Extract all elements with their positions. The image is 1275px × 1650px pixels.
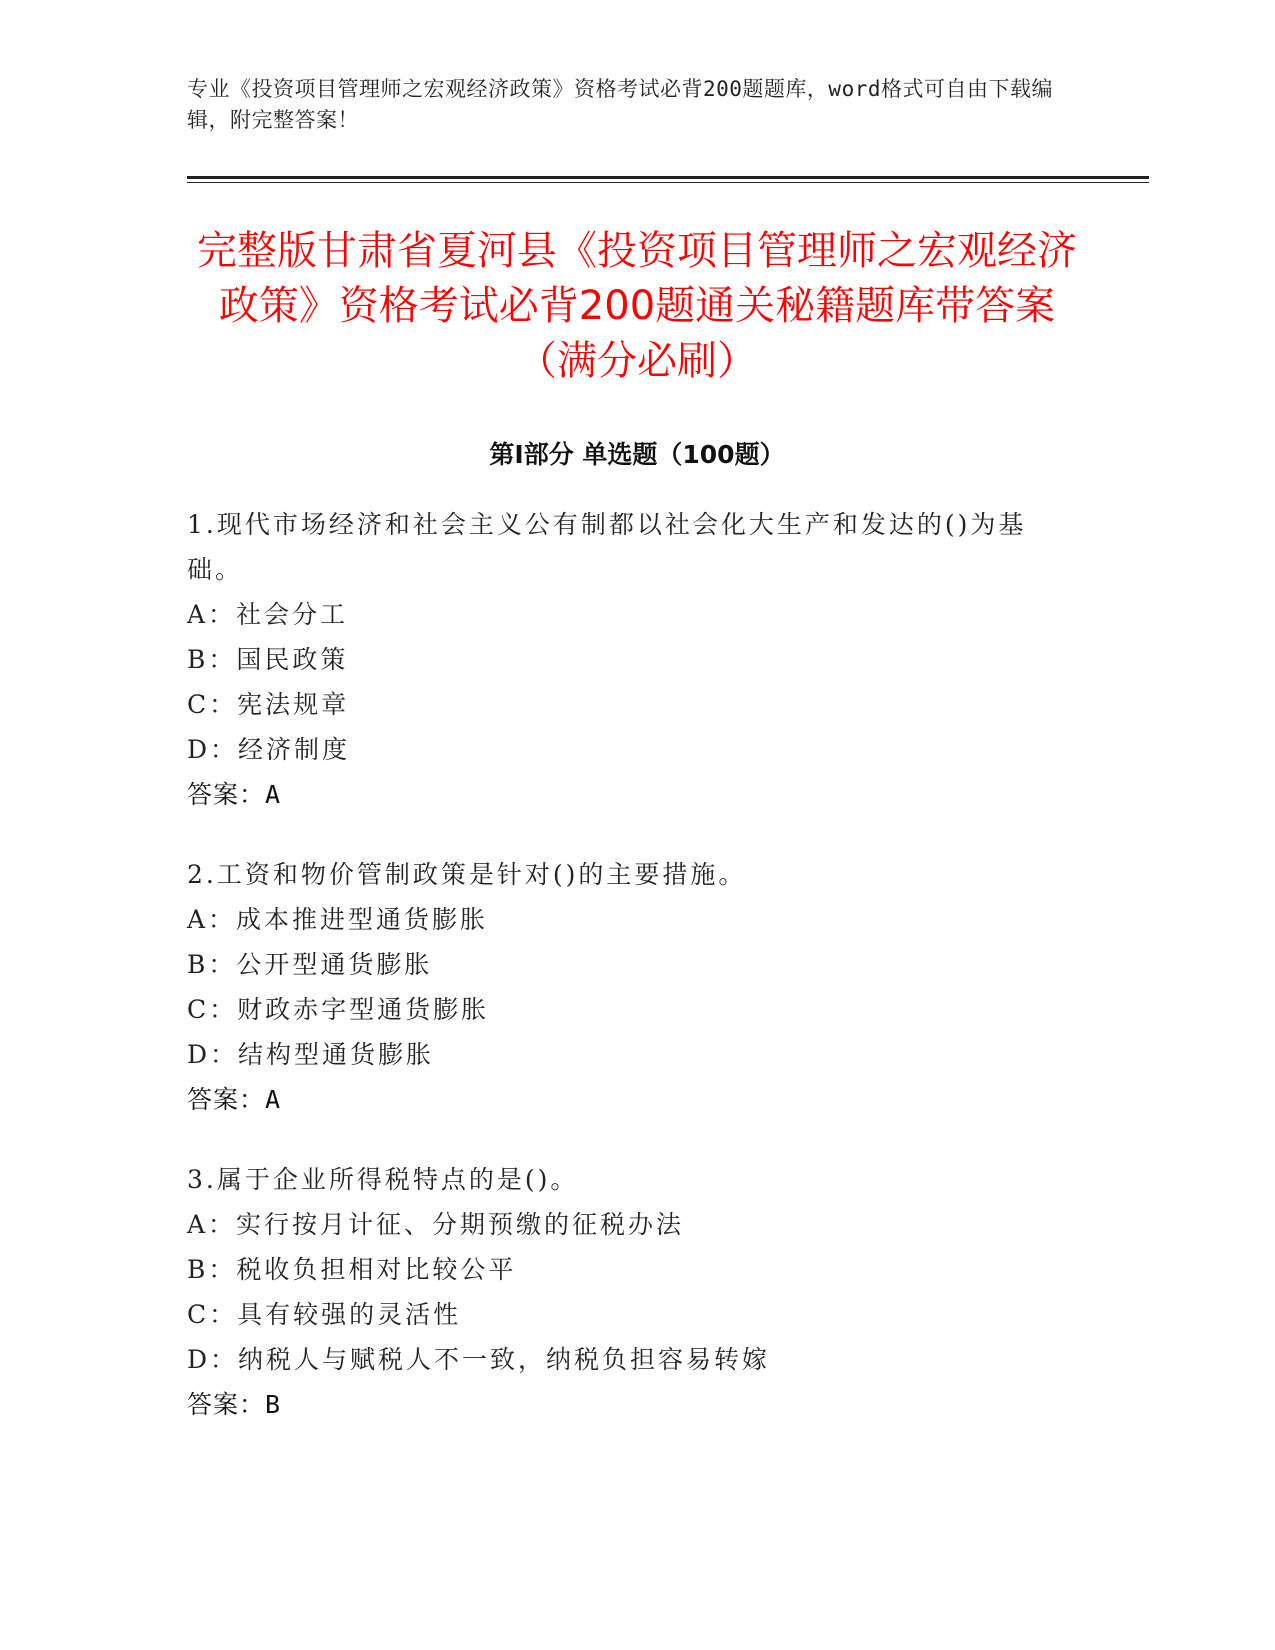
question-stem: 3.属于企业所得税特点的是()。 bbox=[187, 1165, 579, 1194]
option-b: B：税收负担相对比较公平 bbox=[187, 1255, 517, 1284]
option-d: D：结构型通货膨胀 bbox=[187, 1040, 435, 1069]
option-b: B：国民政策 bbox=[187, 645, 349, 674]
question-block bbox=[187, 502, 1067, 817]
header-divider-thin bbox=[187, 182, 1149, 183]
header-divider-thick bbox=[187, 176, 1149, 179]
option-c: C：具有较强的灵活性 bbox=[187, 1300, 462, 1329]
question-block bbox=[187, 1157, 1067, 1427]
answer-label: 答案： bbox=[187, 1085, 266, 1114]
option-d: D：经济制度 bbox=[187, 735, 351, 764]
option-d: D：纳税人与赋税人不一致，纳税负担容易转嫁 bbox=[187, 1345, 771, 1374]
answer-label: 答案： bbox=[187, 780, 266, 809]
answer-line bbox=[187, 1382, 1067, 1427]
header-note: 专业《投资项目管理师之宏观经济政策》资格考试必背200题题库，word格式可自由下载编辑，附完整答案！ bbox=[187, 77, 1053, 132]
option-c: C：财政赤字型通货膨胀 bbox=[187, 995, 490, 1024]
answer-value: B bbox=[265, 1390, 282, 1419]
answer-line bbox=[187, 772, 1067, 817]
answer-value: A bbox=[265, 780, 282, 809]
option-c: C：宪法规章 bbox=[187, 690, 350, 719]
document-title: 完整版甘肃省夏河县《投资项目管理师之宏观经济政策》资格考试必背200题通关秘籍题库带答案（满分必刷） bbox=[197, 228, 1077, 384]
option-a: A：实行按月计征、分期预缴的征税办法 bbox=[187, 1210, 685, 1239]
question-block bbox=[187, 852, 1067, 1122]
answer-value: A bbox=[265, 1085, 282, 1114]
section-title: 第Ⅰ部分 单选题（100题） bbox=[489, 440, 785, 469]
answer-label: 答案： bbox=[187, 1390, 266, 1419]
option-a: A：社会分工 bbox=[187, 600, 349, 629]
question-stem: 1.现代市场经济和社会主义公有制都以社会化大生产和发达的()为基础。 bbox=[187, 510, 1027, 584]
option-b: B：公开型通货膨胀 bbox=[187, 950, 433, 979]
answer-line bbox=[187, 1077, 1067, 1122]
option-a: A：成本推进型通货膨胀 bbox=[187, 905, 489, 934]
question-stem: 2.工资和物价管制政策是针对()的主要措施。 bbox=[187, 860, 747, 889]
